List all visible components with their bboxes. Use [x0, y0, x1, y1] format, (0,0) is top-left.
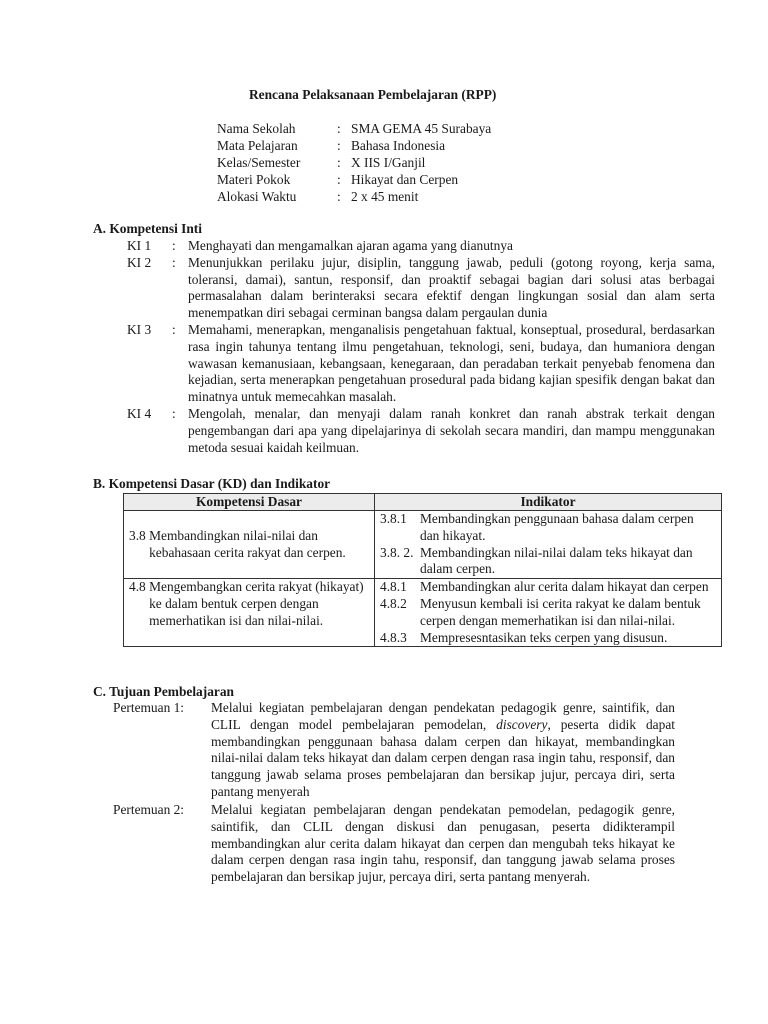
indicator-item	[380, 579, 716, 596]
indicator-number: 3.8.1	[380, 511, 407, 526]
ki-item	[127, 255, 715, 322]
identity-label: Materi Pokok	[217, 172, 291, 187]
indicator-cell	[375, 579, 722, 647]
meeting-objective	[211, 802, 675, 886]
ki-code: KI 4	[127, 405, 152, 421]
meeting-row	[113, 802, 675, 886]
meeting-objective	[211, 700, 675, 801]
kd-number: 3.8	[129, 527, 146, 543]
kd-number: 4.8	[129, 579, 146, 595]
indicator-text: Mempresesntasikan teks cerpen yang disusun.	[420, 629, 668, 645]
document-title: Rencana Pelaksanaan Pembelajaran (RPP)	[249, 87, 497, 102]
indicator-item	[380, 630, 716, 647]
meeting-text-part: Melalui kegiatan pembelajaran dengan pendekatan pemodelan, pedagogik genre, saintifik, dan CLIL dengan diskusi dan penugasan, peserta didikterampil membandingkan alur cerita dalam hikayat dan cerpen dan mengubah teks hikayat ke dalam cerpen dengan rasa ingin tahu, responsif, dan tanggung jawab selama proses pembelajaran dan bersikap jujur, percaya diri, serta pantang menyerah.	[211, 802, 675, 885]
identity-value: 2 x 45 menit	[351, 189, 419, 204]
indicator-number: 3.8. 2.	[380, 544, 414, 560]
identity-label: Mata Pelajaran	[217, 138, 298, 153]
meeting-row	[113, 700, 675, 801]
column-header-indicator: Indikator	[375, 494, 722, 511]
identity-row-topic	[217, 172, 491, 189]
kd-indicator-table	[123, 493, 722, 647]
indicator-text: Menyusun kembali isi cerita rakyat ke dalam bentuk cerpen dengan memerhatikan isi dan nilai-nilai.	[420, 595, 701, 628]
identity-separator: :	[337, 138, 341, 153]
indicator-text: Membandingkan nilai-nilai dalam teks hikayat dan dalam cerpen.	[420, 544, 693, 577]
ki-text: Memahami, menerapkan, menganalisis pengetahuan faktual, konseptual, prosedural, berdasarkan rasa ingin tahunya tentang ilmu pengetahuan, teknologi, seni, budaya, dan humaniora dengan wawasan kemanusiaan, kebangsaan, kenegaraan, dan peradaban terkait penyebab fenomena dan kejadian, serta menerapkan pengetahuan prosedural pada bidang kajian spesifik dengan bakat dan minatnya untuk memecahkan masalah.	[188, 321, 715, 405]
indicator-number: 4.8.1	[380, 579, 407, 595]
section-a-heading: A. Kompetensi Inti	[93, 221, 202, 236]
identity-separator: :	[337, 172, 341, 187]
identity-block	[217, 121, 491, 206]
ki-code: KI 3	[127, 321, 152, 337]
identity-label: Alokasi Waktu	[217, 189, 297, 204]
identity-separator: :	[337, 121, 341, 136]
section-b-heading: B. Kompetensi Dasar (KD) dan Indikator	[93, 476, 331, 491]
identity-row-school	[217, 121, 491, 138]
ki-item	[127, 238, 715, 255]
kd-cell	[124, 511, 375, 579]
meeting-label: Pertemuan 2:	[113, 802, 185, 817]
identity-value: Hikayat dan Cerpen	[351, 172, 459, 187]
indicator-cell	[375, 511, 722, 579]
identity-value: Bahasa Indonesia	[351, 138, 446, 153]
kd-text: Membandingkan nilai-nilai dan kebahasaan cerita rakyat dan cerpen.	[149, 527, 346, 560]
identity-value: SMA GEMA 45 Surabaya	[351, 121, 492, 136]
identity-label: Nama Sekolah	[217, 121, 296, 136]
ki-text: Mengolah, menalar, dan menyaji dalam ranah konkret dan ranah abstrak terkait dengan pengembangan dari apa yang dipelajarinya di sekolah secara mandiri, dan mampu menggunakan metoda sesuai kaidah keilmuan.	[188, 405, 715, 455]
table-header-row	[124, 494, 722, 511]
identity-value: X IIS I/Ganjil	[351, 155, 426, 170]
meeting-2	[113, 802, 675, 886]
ki-code: KI 2	[127, 254, 152, 270]
meeting-text-part: Melalui kegiatan pembelajaran dengan pendekatan pedagogik genre, saintifik, dan CLIL dengan model pembelajaran pemodelan,	[211, 700, 675, 732]
meeting-label: Pertemuan 1:	[113, 700, 185, 715]
identity-separator: :	[337, 189, 341, 204]
indicator-item	[380, 511, 716, 545]
ki-item	[127, 322, 715, 406]
indicator-text: Membandingkan alur cerita dalam hikayat dan cerpen	[420, 579, 709, 595]
meeting-text-part: , peserta didik dapat membandingkan penggunaan bahasa dalam cerpen dan hikayat, membandingkan nilai-nilai dalam teks hikayat dan dalam cerpen dengan rasa ingin tahu, responsif, dan tanggung jawab selama proses pembelajaran dan bersikap jujur, percaya diri, serta pantang menyerah	[211, 716, 675, 799]
column-header-kd: Kompetensi Dasar	[124, 494, 375, 511]
ki-text: Menghayati dan mengamalkan ajaran agama yang dianutnya	[188, 238, 513, 253]
identity-row-time	[217, 189, 491, 206]
indicator-number: 4.8.2	[380, 595, 407, 611]
indicator-text: Membandingkan penggunaan bahasa dalam cerpen dan hikayat.	[420, 511, 694, 543]
identity-row-class	[217, 155, 491, 172]
identity-label: Kelas/Semester	[217, 155, 301, 170]
identity-separator: :	[337, 155, 341, 170]
kd-entry	[129, 528, 369, 562]
kd-cell	[124, 579, 375, 647]
ki-text: Menunjukkan perilaku jujur, disiplin, tanggung jawab, peduli (gotong royong, kerja sama, toleransi, damai), santun, responsif, dan proaktif sebagai bagian dari solusi atas berbagai permasalahan dalam berinteraksi secara efektif dengan lingkungan sosial dan alam serta menempatkan diri sebagai cerminan bangsa dalam pergaulan dunia	[188, 254, 715, 321]
ki-separator: :	[172, 405, 176, 421]
ki-separator: :	[172, 321, 176, 337]
ki-list	[127, 238, 715, 456]
table-row	[124, 511, 722, 579]
ki-separator: :	[172, 238, 176, 253]
meeting-1	[113, 700, 675, 801]
identity-row-subject	[217, 138, 491, 155]
kd-entry	[129, 579, 369, 629]
ki-item	[127, 406, 715, 456]
table-row	[124, 579, 722, 647]
ki-separator: :	[172, 254, 176, 270]
indicator-item	[380, 545, 716, 579]
kd-text: Mengembangkan cerita rakyat (hikayat) ke dalam bentuk cerpen dengan memerhatikan isi dan nilai-nilai.	[149, 579, 364, 628]
indicator-number: 4.8.3	[380, 629, 407, 645]
meeting-text-italic: discovery	[496, 716, 548, 732]
section-c-heading: C. Tujuan Pembelajaran	[93, 684, 234, 699]
ki-code: KI 1	[127, 238, 152, 253]
indicator-item	[380, 596, 716, 630]
